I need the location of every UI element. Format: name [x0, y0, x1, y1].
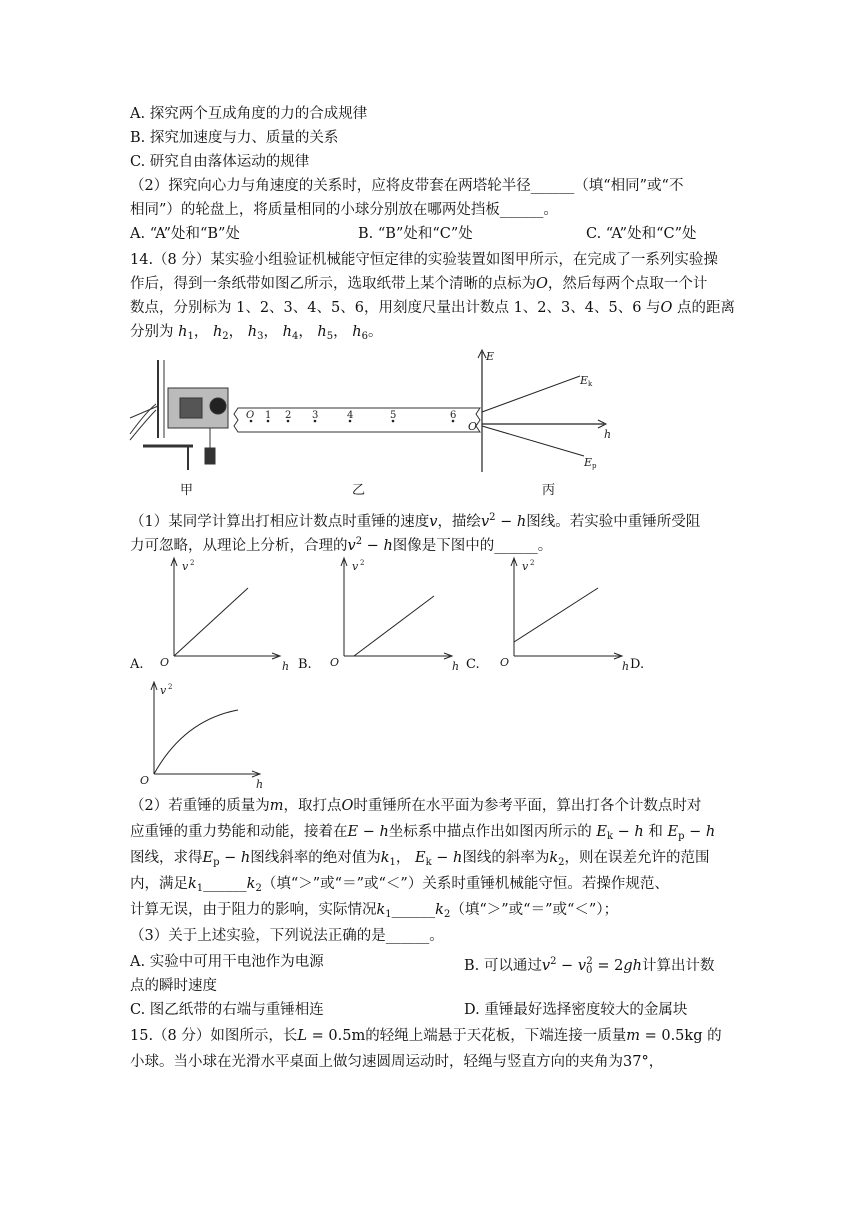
q14-line1: 14.（8 分）某实验小组验证机械能守恒定律的实验装置如图甲所示，在完成了一系列实验操 — [130, 252, 718, 268]
svg-text:v: v — [182, 560, 189, 573]
figure-bing-graph — [478, 350, 606, 472]
svg-text:O: O — [500, 656, 510, 669]
svg-text:6: 6 — [450, 410, 457, 421]
svg-text:1: 1 — [265, 410, 272, 421]
graph-d — [128, 680, 278, 792]
svg-text:5: 5 — [390, 410, 397, 421]
svg-text:4: 4 — [347, 410, 354, 421]
svg-text:2: 2 — [285, 410, 292, 421]
q13-choice-a: A. “A”处和“B”处 — [130, 226, 240, 242]
svg-text:O: O — [330, 656, 340, 669]
q14-part1-line1: （1）某同学计算出打相应计数点时重锤的速度v，描绘$v^2 - h$图线。若实验中重锤所受阻 — [130, 512, 701, 530]
q14-part2-line5: 计算无误，由于阻力的影响，实际情况$k_1\_\_\_\_\_\_k_2$（填“＞”或“＝”或“＜”）； — [130, 902, 619, 920]
svg-text:2: 2 — [360, 559, 365, 567]
q14-option3-b-line2: 点的瞬时速度 — [130, 978, 217, 994]
q14-option3-b: B. 可以通过$v^2 - v_0^2 = 2gh$计算出计数 — [464, 956, 715, 976]
label-jia: 甲 — [180, 483, 194, 498]
q14-option3-a: A. 实验中可用干电池作为电源 — [130, 954, 324, 970]
q14-line3: 数点，分别标为 1、2、3、4、5、6，用刻度尺量出计数点 1、2、3、4、5、6 与O 点的距离 — [130, 300, 736, 316]
svg-text:2: 2 — [190, 559, 195, 567]
svg-text:B.: B. — [298, 657, 312, 672]
apparatus-figure — [128, 348, 628, 500]
svg-text:D.: D. — [630, 657, 645, 672]
q13-choice-c: C. “A”处和“C”处 — [586, 226, 697, 242]
q15-line2: 小球。当小球在光滑水平桌面上做匀速圆周运动时，轻绳与竖直方向的夹角为37°， — [130, 1054, 664, 1070]
q15-line1: 15.（8 分）如图所示，长L = 0.5m的轻绳上端悬于天花板，下端连接一质量m = 0.5kg 的 — [130, 1028, 722, 1044]
q14-part1-line2: 力可忽略，从理论上分析，合理的$v^2 - h$图像是下图中的______。 — [130, 536, 553, 554]
q14-part2-line4: 内，满足$k_1\_\_\_\_\_\_k_2$（填“＞”或“＝”或“＜”）关系时重锤机械能守恒。若操作规范、 — [130, 876, 669, 894]
label-bing: 丙 — [542, 483, 556, 498]
q14-option3-c: C. 图乙纸带的右端与重锤相连 — [130, 1002, 324, 1018]
svg-text:h: h — [282, 660, 290, 673]
q14-part2-line3: 图线，求得$E_p - h$图线斜率的绝对值为$k_1$， $E_k - h$图线的斜率为$k_2$，则在误差允许的范围 — [130, 850, 710, 868]
svg-text:3: 3 — [312, 410, 319, 421]
svg-text:h: h — [604, 428, 612, 441]
q13-option-b: B. 探究加速度与力、质量的关系 — [130, 130, 339, 146]
svg-text:A.: A. — [130, 657, 144, 672]
svg-text:O: O — [468, 420, 478, 433]
svg-text:v: v — [522, 560, 529, 573]
q14-line2: 作后，得到一条纸带如图乙所示，选取纸带上某个清晰的点标为O，然后每两个点取一个计 — [130, 276, 708, 292]
q14-part3: （3）关于上述实验，下列说法正确的是______。 — [130, 928, 444, 944]
graph-b — [341, 558, 452, 659]
svg-text:Ep: Ep — [584, 456, 597, 470]
figure-jia — [130, 360, 228, 470]
q13-choice-b: B. “B”处和“C”处 — [358, 226, 473, 242]
svg-text:h: h — [256, 778, 264, 791]
graph-options — [128, 556, 748, 676]
q14-part2-line2: 应重锤的重力势能和动能，接着在E − h坐标系中描点作出如图丙所示的 $E_k - h$ 和 $E_p - h$ — [130, 824, 716, 842]
q13-part2-line1: （2）探究向心力与角速度的关系时，应将皮带套在两塔轮半径______（填“相同”或“不 — [130, 178, 684, 194]
svg-text:C.: C. — [466, 657, 480, 672]
svg-text:v: v — [352, 560, 359, 573]
svg-text:h: h — [622, 660, 630, 673]
svg-text:O: O — [140, 774, 150, 787]
q14-line4: 分别为 $h_1$， $h_2$， $h_3$， $h_4$， $h_5$， $h_6$。 — [130, 324, 383, 342]
svg-text:O: O — [246, 410, 255, 421]
q13-option-a: A. 探究两个互成角度的力的合成规律 — [130, 106, 368, 122]
q13-option-c: C. 研究自由落体运动的规律 — [130, 154, 310, 170]
q14-part2-line1: （2）若重锤的质量为m，取打点O时重锤所在水平面为参考平面，算出打各个计数点时对 — [130, 798, 702, 814]
graph-a — [171, 558, 280, 659]
svg-text:E: E — [486, 350, 495, 363]
svg-text:2: 2 — [530, 559, 535, 567]
svg-text:v: v — [160, 684, 167, 697]
label-yi: 乙 — [352, 483, 366, 498]
q14-option3-d: D. 重锤最好选择密度较大的金属块 — [464, 1002, 688, 1018]
graph-c — [511, 558, 622, 659]
svg-text:2: 2 — [168, 683, 173, 691]
svg-text:h: h — [452, 660, 460, 673]
q13-part2-line2: 相同”）的轮盘上，将质量相同的小球分别放在哪两处挡板______。 — [130, 202, 558, 218]
svg-text:O: O — [160, 656, 170, 669]
svg-text:Ek: Ek — [580, 374, 593, 388]
